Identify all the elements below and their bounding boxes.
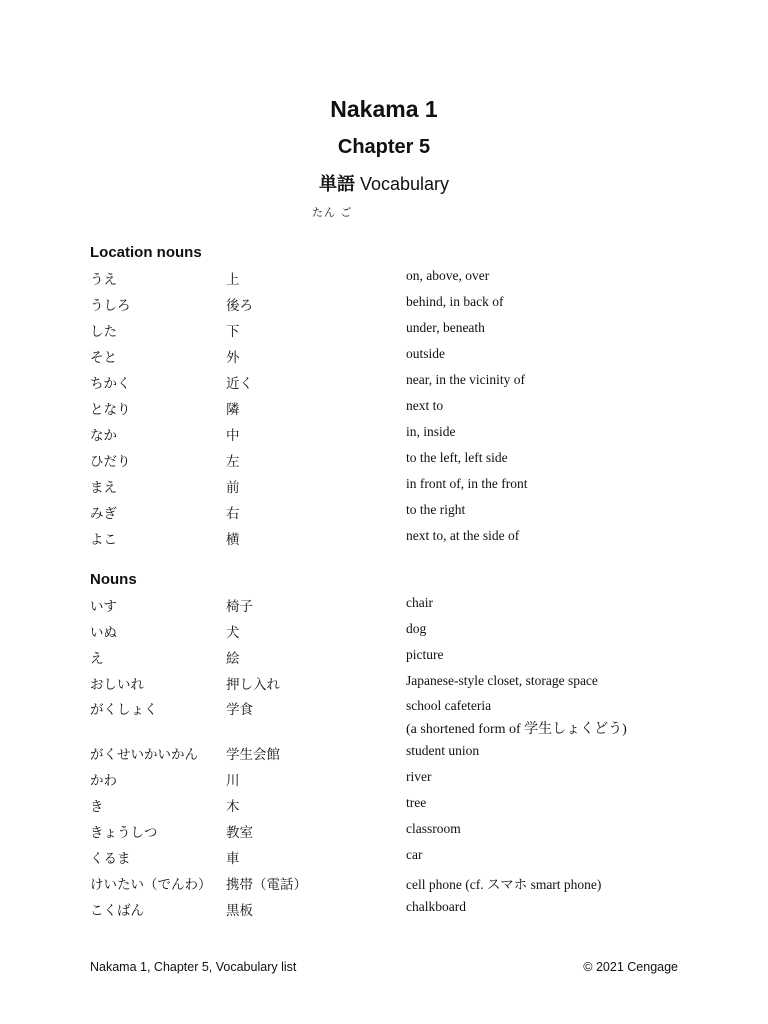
vocab-row <box>0 502 768 528</box>
vocab-kana: よこ <box>90 532 117 548</box>
vocab-english: next to <box>406 398 444 413</box>
vocab-english: chair <box>406 595 433 610</box>
vocab-kana: ちかく <box>90 376 131 392</box>
vocab-row <box>0 595 768 621</box>
vocab-kanji: 椅子 <box>226 599 253 615</box>
vocab-english: river <box>406 769 432 784</box>
vocab-kana: いす <box>90 599 117 615</box>
vocab-kanji: 左 <box>226 454 240 470</box>
vocab-row <box>0 621 768 647</box>
section-heading-location-nouns: Location nouns <box>90 244 202 261</box>
vocab-english: tree <box>406 795 427 810</box>
vocab-kana: がくせいかいかん <box>90 747 198 763</box>
vocab-row <box>0 795 768 821</box>
vocab-kanji: 横 <box>226 532 240 548</box>
vocab-english: on, above, over <box>406 268 490 283</box>
vocab-kana: いぬ <box>90 625 117 641</box>
vocab-row <box>0 528 768 554</box>
vocab-kana: そと <box>90 350 117 366</box>
vocab-row <box>0 268 768 294</box>
vocab-kanji: 犬 <box>226 625 240 641</box>
vocab-kana: した <box>90 324 117 340</box>
vocab-row <box>0 346 768 372</box>
vocab-row <box>0 476 768 502</box>
vocab-kanji: 車 <box>226 851 240 867</box>
vocab-row <box>0 372 768 398</box>
vocab-kanji: 右 <box>226 506 240 522</box>
vocab-english: to the left, left side <box>406 450 508 465</box>
vocab-row <box>0 320 768 346</box>
vocab-kana: となり <box>90 402 131 418</box>
section-heading-nouns: Nouns <box>90 571 137 588</box>
vocab-row <box>0 899 768 925</box>
vocab-row <box>0 450 768 476</box>
vocab-kanji: 前 <box>226 480 240 496</box>
vocab-english: behind, in back of <box>406 294 504 309</box>
document-title: Nakama 1 <box>330 96 438 122</box>
vocab-kanji: 学生会館 <box>226 747 280 763</box>
footer-document-label: Nakama 1, Chapter 5, Vocabulary list <box>90 960 297 974</box>
vocabulary-heading-english: Vocabulary <box>359 174 450 194</box>
vocab-kanji: 上 <box>226 272 240 288</box>
vocab-kana: うしろ <box>90 298 131 314</box>
vocab-kana: き <box>90 799 104 815</box>
vocab-kana: きょうしつ <box>90 825 158 841</box>
vocab-english: outside <box>406 346 445 361</box>
vocab-english: dog <box>406 621 427 636</box>
footer-copyright: © 2021 Cengage <box>583 960 678 974</box>
vocab-kanji: 黒板 <box>226 903 253 919</box>
vocab-kanji: 後ろ <box>226 298 253 314</box>
vocab-kanji: 外 <box>226 350 240 366</box>
vocab-english: car <box>406 847 423 862</box>
vocab-kana: うえ <box>90 272 117 288</box>
vocab-kanji: 押し入れ <box>226 677 280 693</box>
vocab-kana: なか <box>90 428 117 444</box>
vocab-row <box>0 821 768 847</box>
furigana-reading: たん ご <box>312 206 353 219</box>
vocab-english: to the right <box>406 502 466 517</box>
vocabulary-heading <box>0 170 768 196</box>
vocab-english: next to, at the side of <box>406 528 520 543</box>
vocab-kana: こくばん <box>90 903 144 919</box>
vocab-kanji: 学食 <box>226 702 253 718</box>
vocab-english: in front of, in the front <box>406 476 528 491</box>
vocab-english: student union <box>406 743 480 758</box>
vocab-english: Japanese-style closet, storage space <box>406 673 598 688</box>
vocab-english: under, beneath <box>406 320 485 335</box>
vocabulary-heading-kanji: 単語 <box>318 174 355 195</box>
vocab-kana: けいたい（でんわ） <box>90 877 212 893</box>
vocab-english: school cafeteria <box>406 698 492 713</box>
vocab-kanji: 中 <box>226 428 240 444</box>
vocab-row <box>0 647 768 673</box>
vocab-english: picture <box>406 647 444 662</box>
chapter-heading: Chapter 5 <box>337 136 431 158</box>
vocab-english-note: (a shortened form of 学生しょくどう) <box>406 722 627 737</box>
vocab-kana: がくしょく <box>90 702 158 718</box>
vocab-row <box>0 698 768 738</box>
vocab-kana: え <box>90 651 104 667</box>
vocab-kanji: 絵 <box>226 651 240 667</box>
vocab-kanji: 携帯（電話） <box>226 877 307 893</box>
vocab-row <box>0 743 768 769</box>
vocab-row <box>0 673 768 699</box>
vocab-english: cell phone (cf. スマホ smart phone) <box>406 877 602 892</box>
vocab-english: in, inside <box>406 424 456 439</box>
vocab-kanji: 教室 <box>226 825 253 841</box>
vocab-kana: まえ <box>90 480 117 496</box>
vocab-row <box>0 847 768 873</box>
vocab-row <box>0 294 768 320</box>
vocab-kana: かわ <box>90 773 117 789</box>
vocab-row <box>0 873 768 899</box>
vocab-english: classroom <box>406 821 461 836</box>
vocab-kanji: 川 <box>226 773 240 789</box>
vocab-kana: おしいれ <box>90 677 144 693</box>
vocab-kanji: 下 <box>226 324 240 340</box>
vocab-kana: くるま <box>90 851 131 867</box>
vocab-english: chalkboard <box>406 899 466 914</box>
vocab-english: near, in the vicinity of <box>406 372 526 387</box>
vocab-row <box>0 424 768 450</box>
vocab-row <box>0 398 768 424</box>
vocab-kana: みぎ <box>90 506 117 522</box>
vocab-kana: ひだり <box>90 454 131 470</box>
vocab-kanji: 木 <box>226 799 240 815</box>
vocab-kanji: 近く <box>226 376 253 392</box>
vocab-kanji: 隣 <box>226 402 240 418</box>
vocab-row <box>0 769 768 795</box>
